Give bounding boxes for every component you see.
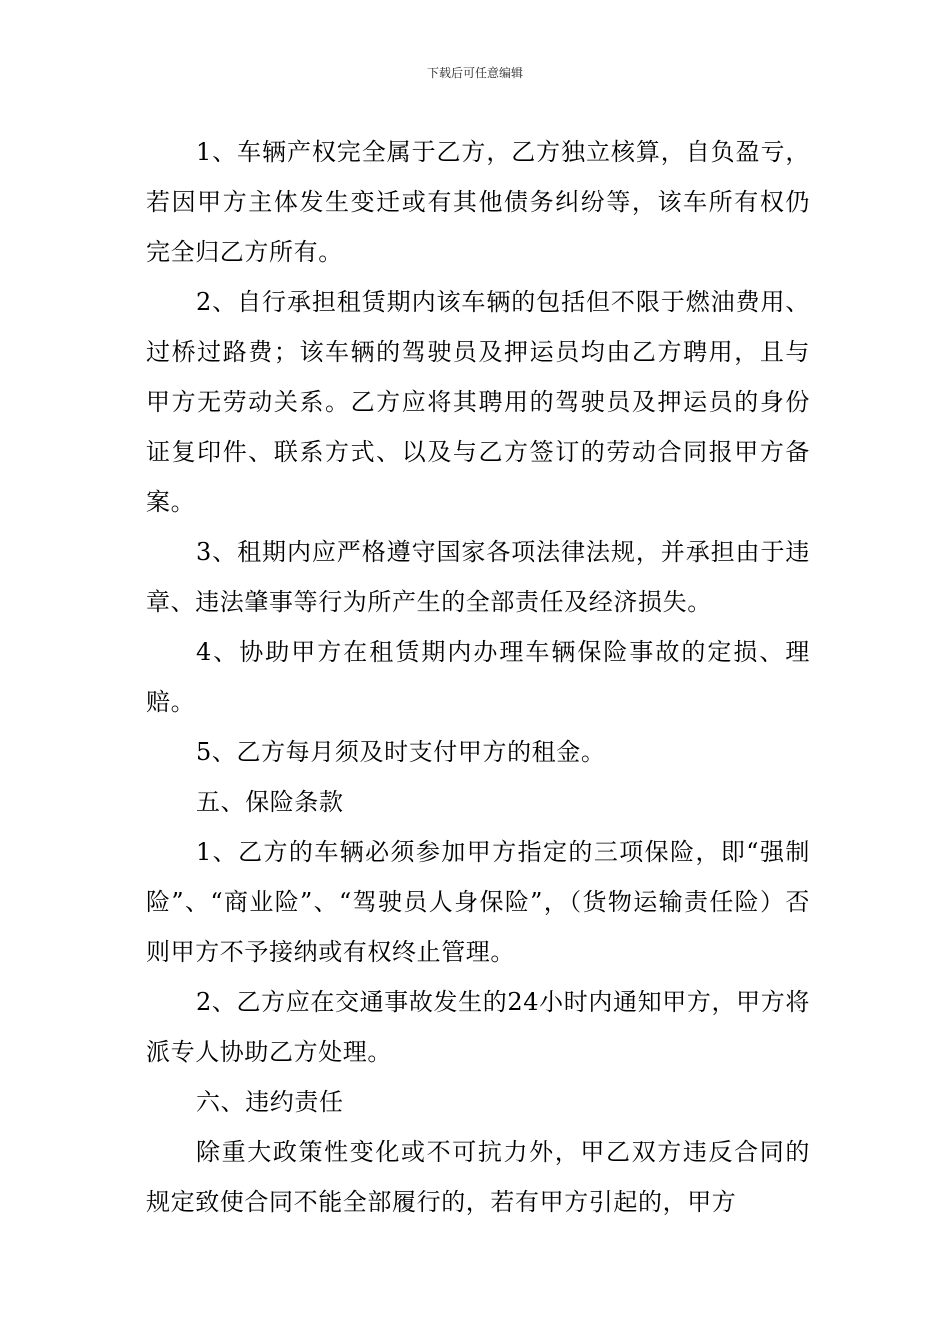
section-heading-insurance: 五、保险条款 bbox=[196, 788, 344, 816]
paragraph-insurance-2: 2、乙方应在交通事故发生的24小时内通知甲方，甲方将派专人协助乙方处理。 bbox=[146, 988, 810, 1066]
paragraph-obligation-3: 3、租期内应严格遵守国家各项法律法规，并承担由于违章、违法肇事等行为所产生的全部责任及经济损失。 bbox=[146, 538, 810, 616]
paragraph-obligation-4: 4、协助甲方在租赁期内办理车辆保险事故的定损、理赔。 bbox=[146, 638, 810, 716]
paragraph-breach: 除重大政策性变化或不可抗力外，甲乙双方违反合同的规定致使合同不能全部履行的，若有甲方引起的，甲方 bbox=[146, 1138, 810, 1216]
document-body bbox=[146, 127, 810, 1227]
page-header: 下载后可任意编辑 bbox=[426, 66, 523, 80]
paragraph-insurance-1: 1、乙方的车辆必须参加甲方指定的三项保险，即“强制险”、“商业险”、“驾驶员人身保险”，（货物运输责任险）否则甲方不予接纳或有权终止管理。 bbox=[146, 838, 810, 966]
paragraph-obligation-1: 1、车辆产权完全属于乙方，乙方独立核算，自负盈亏，若因甲方主体发生变迁或有其他债务纠纷等，该车所有权仍完全归乙方所有。 bbox=[146, 138, 810, 266]
paragraph-obligation-5: 5、乙方每月须及时支付甲方的租金。 bbox=[196, 738, 606, 766]
section-heading-breach: 六、违约责任 bbox=[196, 1088, 344, 1116]
paragraph-obligation-2: 2、自行承担租赁期内该车辆的包括但不限于燃油费用、过桥过路费；该车辆的驾驶员及押运员均由乙方聘用，且与甲方无劳动关系。乙方应将其聘用的驾驶员及押运员的身份证复印件、联系方式、以及与乙方签订的劳动合同报甲方备案。 bbox=[146, 288, 810, 516]
